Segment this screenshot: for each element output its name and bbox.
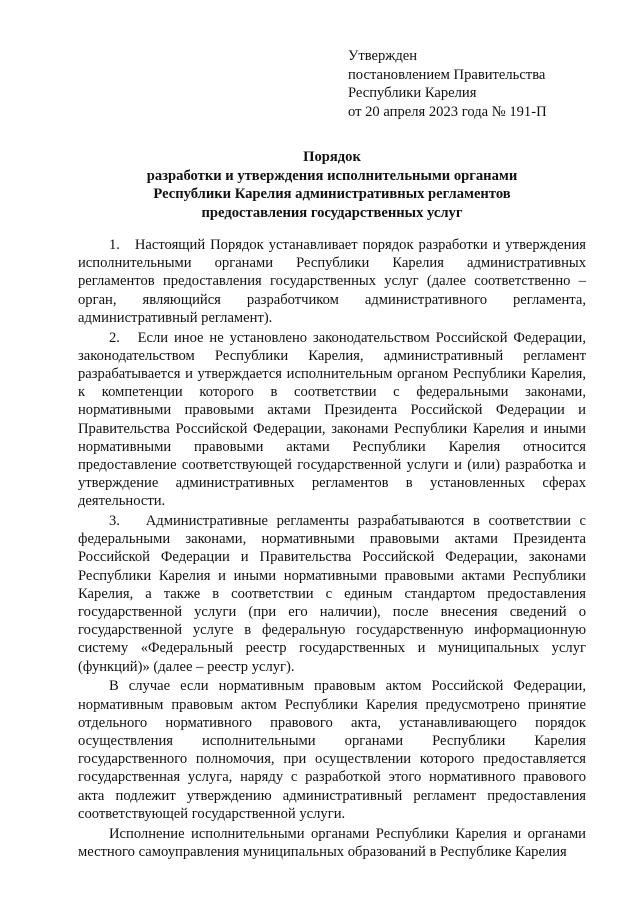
paragraph-3: 3. Административные регламенты разрабатываются в соответствии с федеральными законами, нормативными правовыми актами Президента Российской Федерации и Правительства Российской Федерации, законами Республики Карелия и иными нормативными правовыми актами Республики Карелия, а также в соответствии с единым стандартом предоставления государственной услуги (при его наличии), после внесения сведений о государственной услуге в федеральную государственную информационную систему «Федеральный реестр государственных и муниципальных услуг (функций)» (далее – реестр услуг). xyxy=(78,513,586,675)
document-title xyxy=(78,148,586,222)
title-line: Порядок xyxy=(303,149,361,165)
title-line: предоставления государственных услуг xyxy=(201,204,463,221)
approval-date-line: от 20 апреля 2023 года № 191-П xyxy=(348,103,547,120)
approval-line: Республики Карелия xyxy=(348,85,477,101)
paragraph-1: 1. Настоящий Порядок устанавливает порядок разработки и утверждения исполнительными органами Республики Карелия административных регламентов предоставления государственных услуг (далее соответственно – орган, являющийся разработчиком административного регламента, административный регламент). xyxy=(78,237,586,326)
approval-line: постановлением Правительства xyxy=(348,66,546,83)
title-line: Республики Карелия административных регламентов xyxy=(153,186,511,202)
approval-stamp xyxy=(348,47,547,121)
paragraph-3-execution: Исполнение исполнительными органами Республики Карелия и органами местного самоуправления муниципальных образований в Республике Карелия xyxy=(78,825,586,860)
title-line: разработки и утверждения исполнительными органами xyxy=(146,167,518,184)
document-body xyxy=(78,236,586,862)
paragraph-2: 2. Если иное не установлено законодательством Российской Федерации, законодательством Республики Карелия, административный регламент разрабатывается и утверждается исполнительным органом Республики Карелия, к компетенции которого в соответствии с федеральными законами, нормативными правовыми актами Президента Российской Федерации и Правительства Российской Федерации, законами Республики Карелия и иными нормативными правовыми актами Республики Карелия относится предоставление соответствующей государственной услуги и (или) разработка и утверждение административных регламентов в установленных сферах деятельности. xyxy=(78,329,586,510)
approval-line: Утвержден xyxy=(348,48,418,64)
paragraph-3-continued: В случае если нормативным правовым актом Российской Федерации, нормативным правовым актом Республики Карелия предусмотрено принятие отдельного нормативного правового акта, устанавливающего порядок осуществления исполнительными органами Республики Карелия государственного полномочия, при осуществлении которого предоставляется государственная услуга, наряду с разработкой этого нормативного правового акта подлежит утверждению административный регламент предоставления соответствующей государственной услуги. xyxy=(78,678,586,822)
